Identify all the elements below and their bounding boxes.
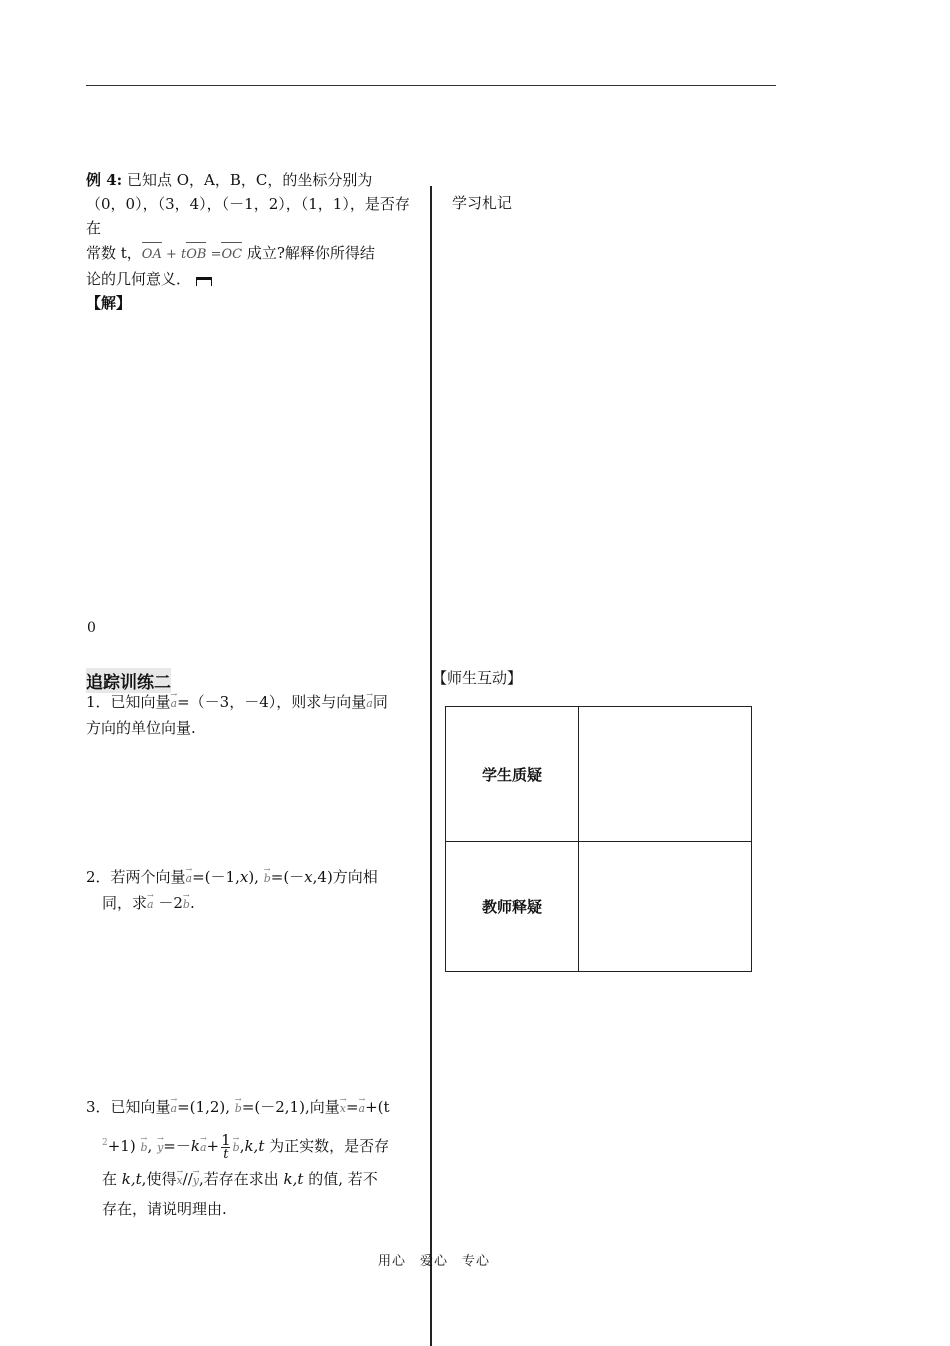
- q3-var-kt: k,t: [244, 1137, 265, 1155]
- solution-label: 【解】: [86, 294, 132, 312]
- q2-text-a: 2．若两个向量: [86, 868, 186, 886]
- q2-text-c: ),: [248, 868, 264, 886]
- q1-text-b: =（－3，－4），则求与向量: [177, 693, 367, 711]
- q2-line2-c: .: [189, 894, 195, 912]
- q3-line3-kt: k,t: [121, 1170, 142, 1188]
- page-footer: 用心 爱心 专心: [378, 1254, 491, 1269]
- vector-a: → a: [171, 692, 178, 716]
- q3-text-g: ,: [147, 1137, 158, 1155]
- q3-text-j: ,: [239, 1137, 245, 1155]
- table-vertical-divider: [578, 707, 579, 971]
- example-line3-pre: 常数 t，: [86, 244, 142, 262]
- vector-b: → b: [264, 867, 271, 891]
- q3-text-d: =: [345, 1098, 359, 1116]
- interaction-title: 【师生互动】: [432, 669, 523, 687]
- q3-text-a: 3．已知向量: [86, 1098, 171, 1116]
- student-questions-label: 学生质疑: [481, 765, 542, 784]
- tracking-title: 追踪训练二: [86, 668, 171, 693]
- q3-line3-b: ,使得: [141, 1170, 177, 1188]
- example-label: 例 4:: [86, 171, 123, 189]
- q3-line4: 存在，请说明理由.: [102, 1200, 227, 1218]
- vector-a: → a: [186, 867, 193, 891]
- q2-line2-a: 同，求: [102, 894, 148, 912]
- q3-parallel: //: [182, 1170, 193, 1188]
- q2-text-b: =(－1,: [192, 868, 240, 886]
- vector-b: → b: [140, 1131, 147, 1165]
- q3-text-b: =(1,2),: [177, 1098, 235, 1116]
- example-line2: （0，0），（3，4），（－1，2），（1，1），是否存在: [86, 195, 410, 237]
- teacher-answers-cell[interactable]: [580, 843, 751, 971]
- student-questions-cell[interactable]: [580, 707, 751, 841]
- question-2: [86, 865, 416, 917]
- example-line1: 已知点 O，A，B，C，的坐标分别为: [126, 171, 373, 189]
- vector-x: → x: [340, 1092, 346, 1126]
- vector-b: → b: [233, 1131, 240, 1165]
- fraction-one-over-t: [221, 1130, 231, 1162]
- vector-oa: OA: [142, 240, 162, 267]
- fraction-numerator: 1: [221, 1130, 231, 1149]
- vector-a: → a: [171, 1092, 178, 1126]
- vector-b: → b: [183, 893, 190, 917]
- vector-y: → y: [193, 1167, 199, 1195]
- header-rule: [86, 85, 776, 86]
- q1-line2: 方向的单位向量.: [86, 719, 196, 737]
- q2-line2-b: －2: [153, 894, 183, 912]
- q3-text-c: =(－2,1),向量: [241, 1098, 340, 1116]
- vector-a: → a: [147, 893, 154, 917]
- q2-text-e: ,4)方向相: [312, 868, 378, 886]
- q3-var-k: k: [190, 1137, 200, 1155]
- vector-a: → a: [366, 692, 373, 716]
- q3-superscript: 2: [102, 1138, 108, 1148]
- teacher-answers-label: 教师释疑: [481, 897, 542, 916]
- vector-y: → y: [157, 1131, 163, 1165]
- vector-ob: OB: [186, 240, 206, 267]
- column-divider: [430, 186, 432, 1346]
- vector-b: → b: [235, 1092, 242, 1126]
- q3-line3-kt2: k,t: [283, 1170, 304, 1188]
- q3-text-i: +: [206, 1137, 220, 1155]
- vector-oc: OC: [221, 240, 242, 267]
- q3-line3-a: 在: [102, 1170, 122, 1188]
- q3-line3-c: ,若存在求出: [199, 1170, 284, 1188]
- q1-text-a: 1．已知向量: [86, 693, 171, 711]
- vector-a: → a: [200, 1131, 207, 1165]
- vector-x: → x: [176, 1167, 182, 1195]
- q2-var-x: x: [239, 868, 249, 886]
- example-line4: 论的几何意义．: [86, 270, 192, 288]
- q3-text-e: +(t: [365, 1098, 390, 1116]
- notes-title: 学习札记: [452, 194, 513, 212]
- fraction-denominator: t: [223, 1146, 229, 1162]
- q2-text-d: =(－: [270, 868, 305, 886]
- q1-text-c: 同: [372, 693, 388, 711]
- q3-text-h: =－: [163, 1137, 191, 1155]
- q3-text-l: 为正实数，是否存: [264, 1137, 390, 1155]
- vector-a: → a: [359, 1092, 366, 1126]
- interaction-table: [445, 706, 752, 972]
- eq-equals: =: [206, 247, 222, 262]
- q2-var-x: x: [304, 868, 313, 886]
- cursor-mark-icon: [196, 277, 212, 286]
- q3-text-f: +1): [107, 1137, 141, 1155]
- stray-zero: 0: [87, 620, 96, 636]
- example-4: [86, 168, 416, 315]
- question-1: [86, 690, 416, 740]
- eq-plus-t: + t: [161, 247, 187, 262]
- example-line3-post: 成立?解释你所得结: [242, 244, 375, 262]
- q3-line3-d: 的值, 若不: [303, 1170, 378, 1188]
- question-3: [86, 1090, 416, 1223]
